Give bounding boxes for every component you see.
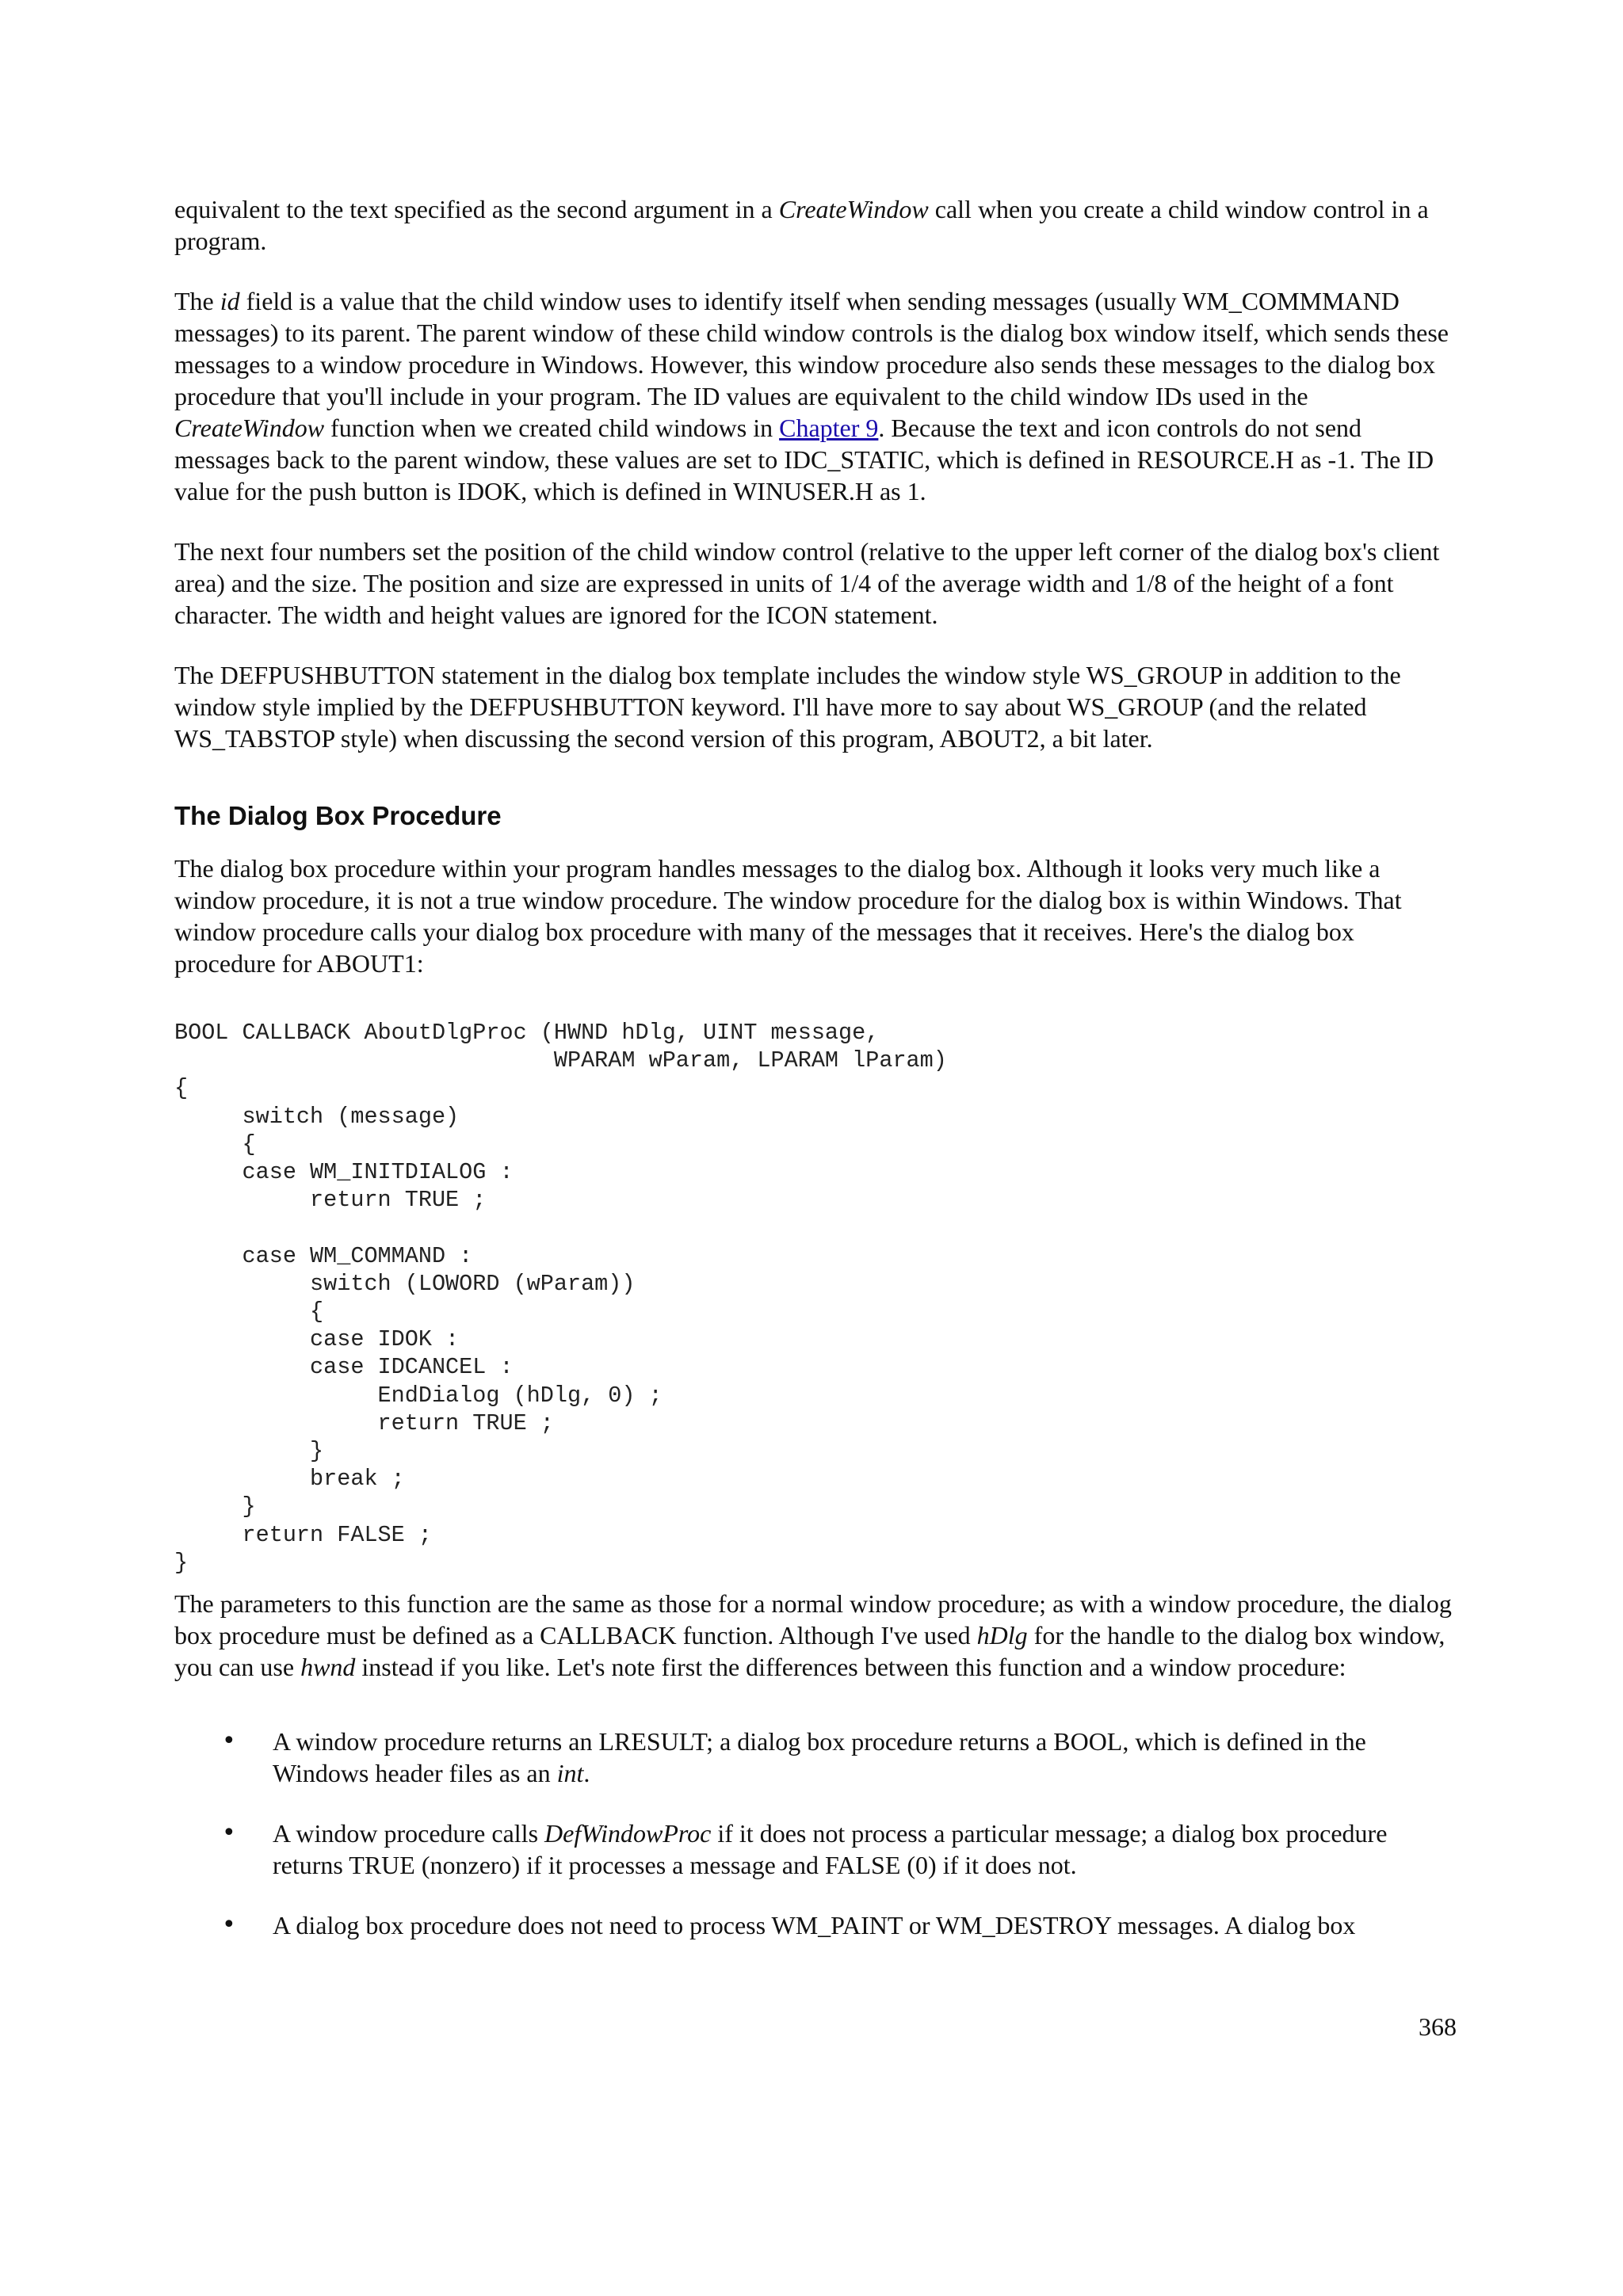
section-heading: The Dialog Box Procedure [174, 801, 502, 830]
paragraph-defpushbutton: The DEFPUSHBUTTON statement in the dialog box template includes the window style WS_GROUP in addition to the window style implied by the DEFPUSHBUTTON keyword. I'll have more to say about WS_GROUP (and the related WS_TABSTOP style) when discussing the second version of this program, ABOUT2, a bit later. [174, 661, 1401, 753]
chapter-9-link[interactable]: Chapter 9 [779, 414, 879, 442]
text-run: . [583, 1759, 590, 1788]
function-name-createwindow: CreateWindow [778, 195, 929, 223]
text-run: A window procedure calls [273, 1819, 545, 1848]
paragraph-position-size: The next four numbers set the position of the child window control (relative to the upper left corner of the dialog box's client area) and the size. The position and size are expressed in units of 1/4 of the average width and 1/8 of the height of a font character. The width and height values are ignored for the ICON statement. [174, 537, 1440, 629]
page-number: 368 [1419, 2012, 1457, 2041]
term-int: int [556, 1759, 584, 1788]
paragraph-continuation [174, 193, 1457, 257]
bullet-icon: • [222, 1727, 236, 1756]
text-run: for the handle to the dialog box window, you can use [174, 1621, 1445, 1682]
paragraph-parameters [174, 1588, 1457, 1683]
code-listing: BOOL CALLBACK AboutDlgProc (HWND hDlg, UINT message, WPARAM wParam, LPARAM lParam) { switch (message) { case WM_INITDIALOG : return TRUE ; case WM_COMMAND : switch (LOWORD (wParam)) { case IDOK : case IDCANCEL : EndDialog (hDlg, 0) ; return TRUE ; } break ; } return FALSE ; } [174, 1020, 947, 1576]
text-run: equivalent to the text specified as the second argument in a [174, 195, 779, 223]
differences-list [174, 1726, 1457, 1941]
term-id: id [220, 287, 240, 315]
document-page [174, 193, 1457, 1970]
text-run: if it does not process a particular message; a dialog box procedure returns TRUE (nonzero) if it processes a message and FALSE (0) if it does not. [273, 1819, 1388, 1880]
function-name-defwindowproc: DefWindowProc [544, 1819, 712, 1848]
term-hdlg: hDlg [976, 1621, 1028, 1650]
text-run: field is a value that the child window uses to identify itself when sending messages (usually WM_COMMMAND messages) to its parent. The parent window of these child window controls is the dialog box window itself, which sends these messages to a window procedure in Windows. However, this window procedure also sends these messages to the dialog box procedure that you'll include in your program. The ID values are equivalent to the child window IDs used in the [174, 287, 1449, 410]
text-run: A window procedure returns an LRESULT; a dialog box procedure returns a BOOL, which is defined in the Windows header files as an [273, 1727, 1366, 1788]
bullet-icon: • [222, 1819, 236, 1848]
term-hwnd: hwnd [300, 1653, 356, 1682]
list-item [174, 1909, 1457, 1941]
text-run: The parameters to this function are the same as those for a normal window procedure; as with a window procedure, the dialog box procedure must be defined as a CALLBACK function. Although I've used [174, 1589, 1452, 1650]
text-run: A dialog box procedure does not need to process WM_PAINT or WM_DESTROY messages. A dialog box [273, 1911, 1356, 1940]
paragraph-dialog-procedure-intro: The dialog box procedure within your program handles messages to the dialog box. Although it looks very much like a window procedure, it is not a true window procedure. The window procedure for the dialog box is within Windows. That window procedure calls your dialog box procedure with many of the messages that it receives. Here's the dialog box procedure for ABOUT1: [174, 854, 1402, 978]
list-item [174, 1817, 1457, 1881]
paragraph-id-field [174, 285, 1457, 507]
text-run: . Because the text and icon controls do not send messages back to the parent window, these values are set to IDC_STATIC, which is defined in RESOURCE.H as -1. The ID value for the push button is IDOK, which is defined in WINUSER.H as 1. [174, 414, 1434, 505]
bullet-icon: • [222, 1911, 236, 1939]
text-run: function when we created child windows in [324, 414, 780, 442]
list-item [174, 1726, 1457, 1789]
text-run: The [174, 287, 220, 315]
text-run: call when you create a child window control in a program. [174, 195, 1429, 255]
text-run: instead if you like. Let's note first the differences between this function and a window procedure: [355, 1653, 1346, 1682]
function-name-createwindow: CreateWindow [174, 414, 325, 442]
